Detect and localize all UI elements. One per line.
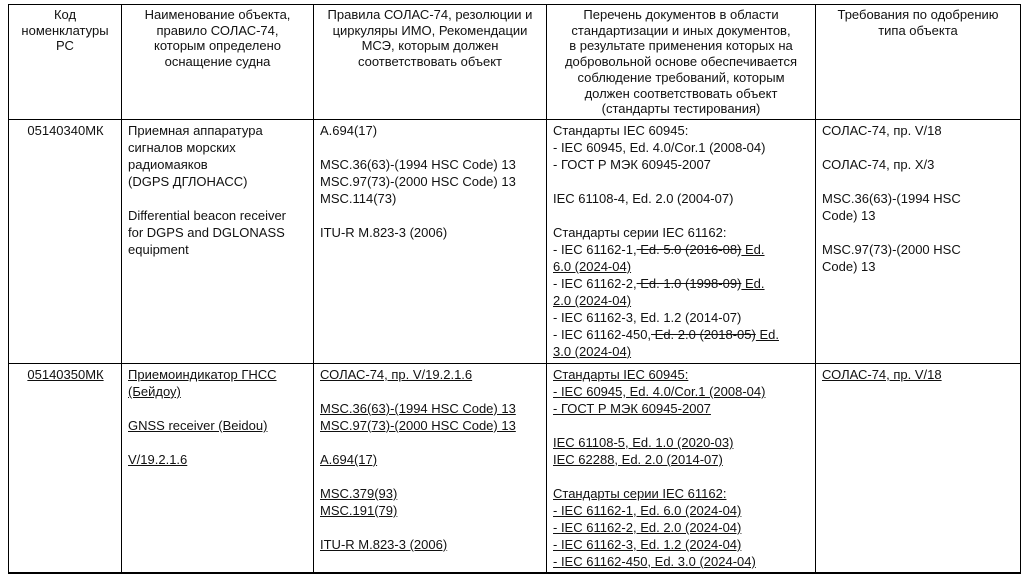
text-run: ITU-R M.823-3 (2006): [320, 224, 448, 240]
text-line: [553, 536, 810, 553]
text-run: GNSS receiver (Beidou): [128, 417, 268, 433]
text-run: IEC 62288, Ed. 2.0 (2014-07): [553, 451, 723, 467]
text-run: - IEC 60945, Ed. 4.0/Cor.1 (2008-04): [553, 139, 766, 155]
table-head: [9, 5, 1021, 120]
header-line: стандартизации и иных документов,: [571, 22, 791, 38]
text-line: [128, 451, 308, 468]
text-line: [320, 383, 541, 400]
text-line: [553, 326, 810, 343]
header-line: Правила СОЛАС-74, резолюции и: [327, 7, 533, 22]
text-line: [128, 207, 308, 224]
text-line: [320, 400, 541, 417]
header-line: которым определено: [154, 38, 281, 54]
header-line: Код: [53, 7, 77, 22]
cell-r1-solas-rules: [314, 119, 547, 363]
text-line: [822, 241, 1015, 258]
text-line: [822, 207, 1015, 224]
text-line: [128, 241, 308, 258]
text-run: A.694(17): [320, 122, 378, 138]
text-line: [553, 275, 810, 292]
text-run: 05140350МК: [27, 366, 104, 382]
regulations-table: [8, 4, 1021, 574]
text-line: [553, 434, 810, 451]
text-line: [320, 122, 541, 139]
text-run: - IEC 61162-2, Ed. 2.0 (2024-04): [553, 519, 742, 535]
text-line: [553, 502, 810, 519]
text-run: (DGPS ДГЛОНАСС): [128, 173, 248, 189]
text-line: [320, 224, 541, 241]
text-line: [553, 343, 810, 360]
text-run: Code) 13: [822, 258, 876, 274]
cell-r2-standards-docs: [547, 363, 816, 573]
header-line: типа объекта: [878, 22, 958, 38]
text-line: [128, 122, 308, 139]
text-line: [15, 366, 116, 383]
text-line: [553, 309, 810, 326]
cell-r2-object-name: [122, 363, 314, 573]
text-line: [320, 366, 541, 383]
header-row: [9, 5, 1021, 120]
column-header-solas-rules: [314, 5, 547, 120]
text-line: [320, 434, 541, 451]
text-run: - IEC 61162-1, Ed. 6.0 (2024-04): [553, 502, 742, 518]
header-line: РС: [56, 38, 74, 54]
text-line: [553, 468, 810, 485]
document-page: [8, 4, 1021, 574]
text-run: A.694(17): [320, 451, 378, 467]
column-header-type-approval: [816, 5, 1021, 120]
text-run: Code) 13: [822, 207, 876, 223]
header-line: циркуляры ИМО, Рекомендации: [332, 22, 528, 38]
text-line: [822, 224, 1015, 241]
text-run: радиомаяков: [128, 156, 208, 172]
text-run: MSC.97(73)-(2000 HSC Code) 13: [320, 417, 516, 433]
text-run: Ed.: [741, 275, 765, 291]
text-run: MSC.36(63)-(1994 HSC Code) 13: [320, 400, 516, 416]
text-run: - IEC 61162-3, Ed. 1.2 (2014-07): [553, 309, 742, 325]
text-line: [553, 366, 810, 383]
table-row-1: [9, 119, 1021, 363]
text-run: MSC.97(73)-(2000 HSC Code) 13: [320, 173, 516, 189]
text-run: Differential beacon receiver: [128, 207, 287, 223]
text-run: - IEC 61162-3, Ed. 1.2 (2024-04): [553, 536, 742, 552]
text-line: [553, 553, 810, 570]
text-line: [553, 383, 810, 400]
text-line: [128, 400, 308, 417]
header-line: МСЭ, которым должен: [361, 38, 499, 54]
text-run: сигналов морских: [128, 139, 236, 155]
text-run: Ed.: [741, 241, 765, 257]
text-line: [320, 468, 541, 485]
text-run: MSC.36(63)-(1994 HSC: [822, 190, 961, 206]
text-line: [822, 122, 1015, 139]
text-line: [320, 519, 541, 536]
text-run: - IEC 61162-450, Ed. 3.0 (2024-04): [553, 553, 756, 569]
text-line: [822, 173, 1015, 190]
text-run: Приемная аппаратура: [128, 122, 263, 138]
text-run: - IEC 61162-450,: [553, 326, 652, 342]
header-line: Перечень документов в области: [583, 7, 779, 22]
text-run: MSC.379(93): [320, 485, 398, 501]
text-run: (Бейдоу): [128, 383, 181, 399]
text-line: [822, 156, 1015, 173]
text-run: MSC.97(73)-(2000 HSC: [822, 241, 961, 257]
text-line: [128, 366, 308, 383]
text-line: [320, 207, 541, 224]
text-run: for DGPS and DGLONASS: [128, 224, 285, 240]
column-header-standards-docs: [547, 5, 816, 120]
text-line: [128, 190, 308, 207]
text-run: ITU-R M.823-3 (2006): [320, 536, 448, 552]
text-line: [128, 417, 308, 434]
header-line: должен соответствовать объект: [584, 85, 778, 101]
text-run: СОЛАС-74, пр. V/19.2.1.6: [320, 366, 473, 382]
header-line: соблюдение требований, которым: [577, 69, 785, 85]
text-run: V/19.2.1.6: [128, 451, 188, 467]
header-line: в результате применения которых на: [569, 38, 793, 54]
cell-r2-solas-rules: [314, 363, 547, 573]
text-run: СОЛАС-74, пр. V/18: [822, 366, 942, 382]
text-run: Стандарты IEC 60945:: [553, 122, 689, 138]
text-run: Ed. 2.0 (2018-05): [651, 326, 756, 342]
text-line: [553, 258, 810, 275]
text-run: 05140340МК: [27, 122, 104, 138]
header-line: добровольной основе обеспечивается: [564, 54, 798, 70]
header-line: правило СОЛАС-74,: [156, 22, 279, 38]
text-run: - IEC 61162-1,: [553, 241, 637, 257]
text-line: [553, 190, 810, 207]
text-run: - ГОСТ Р МЭК 60945-2007: [553, 400, 711, 416]
table-row-2: [9, 363, 1021, 573]
text-run: MSC.36(63)-(1994 HSC Code) 13: [320, 156, 516, 172]
cell-r2-type-approval: [816, 363, 1021, 573]
text-line: [553, 417, 810, 434]
text-run: Стандарты серии IEC 61162:: [553, 485, 727, 501]
text-line: [822, 139, 1015, 156]
text-run: Приемоиндикатор ГНСС: [128, 366, 277, 382]
text-line: [128, 224, 308, 241]
text-line: [320, 485, 541, 502]
text-line: [128, 139, 308, 156]
header-line: (стандарты тестирования): [601, 101, 761, 117]
text-run: Стандарты IEC 60945:: [553, 366, 689, 382]
text-line: [553, 207, 810, 224]
text-line: [320, 156, 541, 173]
text-line: [320, 417, 541, 434]
text-line: [128, 173, 308, 190]
text-line: [15, 122, 116, 139]
text-run: 6.0 (2024-04): [553, 258, 632, 274]
header-line: соответствовать объект: [357, 54, 502, 70]
text-line: [553, 224, 810, 241]
text-run: Стандарты серии IEC 61162:: [553, 224, 727, 240]
cell-r1-type-approval: [816, 119, 1021, 363]
header-line: Наименование объекта,: [144, 7, 291, 22]
text-run: 3.0 (2024-04): [553, 343, 632, 359]
text-run: Ed.: [755, 326, 779, 342]
text-line: [553, 400, 810, 417]
text-line: [553, 485, 810, 502]
text-line: [320, 451, 541, 468]
text-line: [320, 139, 541, 156]
text-run: IEC 61108-4, Ed. 2.0 (2004-07): [553, 190, 734, 206]
text-run: equipment: [128, 241, 189, 257]
text-line: [320, 502, 541, 519]
table-body: [9, 119, 1021, 573]
text-run: Ed. 5.0 (2016-08): [636, 241, 742, 257]
text-run: - ГОСТ Р МЭК 60945-2007: [553, 156, 711, 172]
column-header-code: [9, 5, 122, 120]
cell-r2-code: [9, 363, 122, 573]
header-line: номенклатуры: [21, 22, 109, 38]
text-run: - IEC 61162-2,: [553, 275, 637, 291]
cell-r1-code: [9, 119, 122, 363]
cell-r1-object-name: [122, 119, 314, 363]
text-line: [553, 139, 810, 156]
text-line: [128, 383, 308, 400]
text-run: MSC.114(73): [320, 190, 397, 206]
text-line: [553, 122, 810, 139]
text-line: [553, 173, 810, 190]
text-line: [553, 451, 810, 468]
column-header-object-name: [122, 5, 314, 120]
text-line: [320, 190, 541, 207]
text-line: [553, 519, 810, 536]
text-run: Ed. 1.0 (1998-09): [636, 275, 742, 291]
text-line: [553, 241, 810, 258]
header-line: Требования по одобрению: [837, 7, 999, 22]
text-run: IEC 61108-5, Ed. 1.0 (2020-03): [553, 434, 734, 450]
text-line: [320, 536, 541, 553]
text-line: [822, 190, 1015, 207]
text-line: [128, 156, 308, 173]
header-line: оснащение судна: [164, 54, 271, 70]
text-run: - IEC 60945, Ed. 4.0/Cor.1 (2008-04): [553, 383, 766, 399]
text-line: [320, 173, 541, 190]
text-run: 2.0 (2024-04): [553, 292, 632, 308]
text-line: [553, 292, 810, 309]
cell-r1-standards-docs: [547, 119, 816, 363]
text-line: [822, 366, 1015, 383]
text-run: MSC.191(79): [320, 502, 398, 518]
text-line: [822, 258, 1015, 275]
text-run: СОЛАС-74, пр. V/18: [822, 122, 942, 138]
text-line: [553, 156, 810, 173]
text-line: [128, 434, 308, 451]
text-run: СОЛАС-74, пр. Х/3: [822, 156, 935, 172]
